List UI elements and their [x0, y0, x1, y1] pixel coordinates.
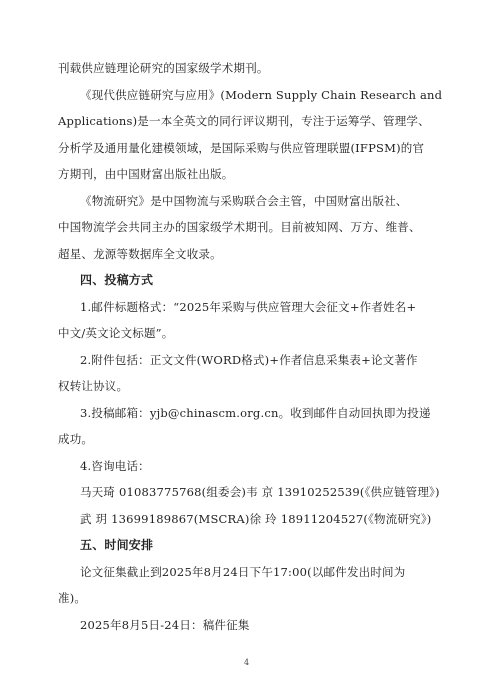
section-heading: 四、投稿方式 [80, 273, 154, 287]
paragraph-line: 超星、龙源等数据库全文收录。 [58, 246, 222, 261]
page-number: 4 [244, 658, 250, 667]
contact-line: 武 玥 13699189867(MSCRA)徐 玲 18911204527(《物流研究》) [80, 511, 432, 526]
paragraph-line: 4.咨询电话： [80, 458, 150, 473]
paragraph-line: 《现代供应链研究与应用》(Modern Supply Chain Research and [80, 87, 443, 102]
paragraph-line: 分析学及通用量化建模领域，是国际采购与供应管理联盟(IFPSM)的官 [58, 140, 425, 155]
paragraph-line: 2025年8月5日-24日：稿件征集 [80, 617, 250, 632]
paragraph-line: 3.投稿邮箱：yjb@chinascm.org.cn。收到邮件自动回执即为投递 [80, 405, 431, 420]
paragraph-line: 成功。 [58, 432, 94, 446]
paragraph-line: 1.邮件标题格式：“2025年采购与供应管理大会征文+作者姓名+ [80, 299, 417, 314]
paragraph-line: 权转让协议。 [58, 379, 129, 393]
paragraph-line: 中国物流学会共同主办的国家级学术期刊。目前被知网、万方、维普、 [58, 220, 421, 234]
paragraph-line: 《物流研究》是中国物流与采购联合会主管，中国财富出版社、 [80, 193, 408, 208]
contact-line: 马天琦 01083775768(组委会)韦 京 13910252539(《供应链管理》) [80, 485, 440, 499]
section-heading: 五、时间安排 [80, 538, 154, 552]
paragraph-line: 准)。 [58, 591, 87, 605]
paragraph-line: 论文征集截止到2025年8月24日下午17:00(以邮件发出时间为 [80, 564, 406, 579]
paragraph-line: 刊载供应链理论研究的国家级学术期刊。 [58, 61, 269, 75]
paragraph-line: 2.附件包括：正文文件(WORD格式)+作者信息采集表+论文著作 [80, 352, 418, 367]
paragraph-line: 中文/英文论文标题”。 [58, 326, 174, 340]
paragraph-line: 方期刊，由中国财富出版社出版。 [58, 167, 234, 181]
paragraph-line: Applications)是一本全英文的同行评议期刊，专注于运筹学、管理学、 [58, 114, 430, 128]
